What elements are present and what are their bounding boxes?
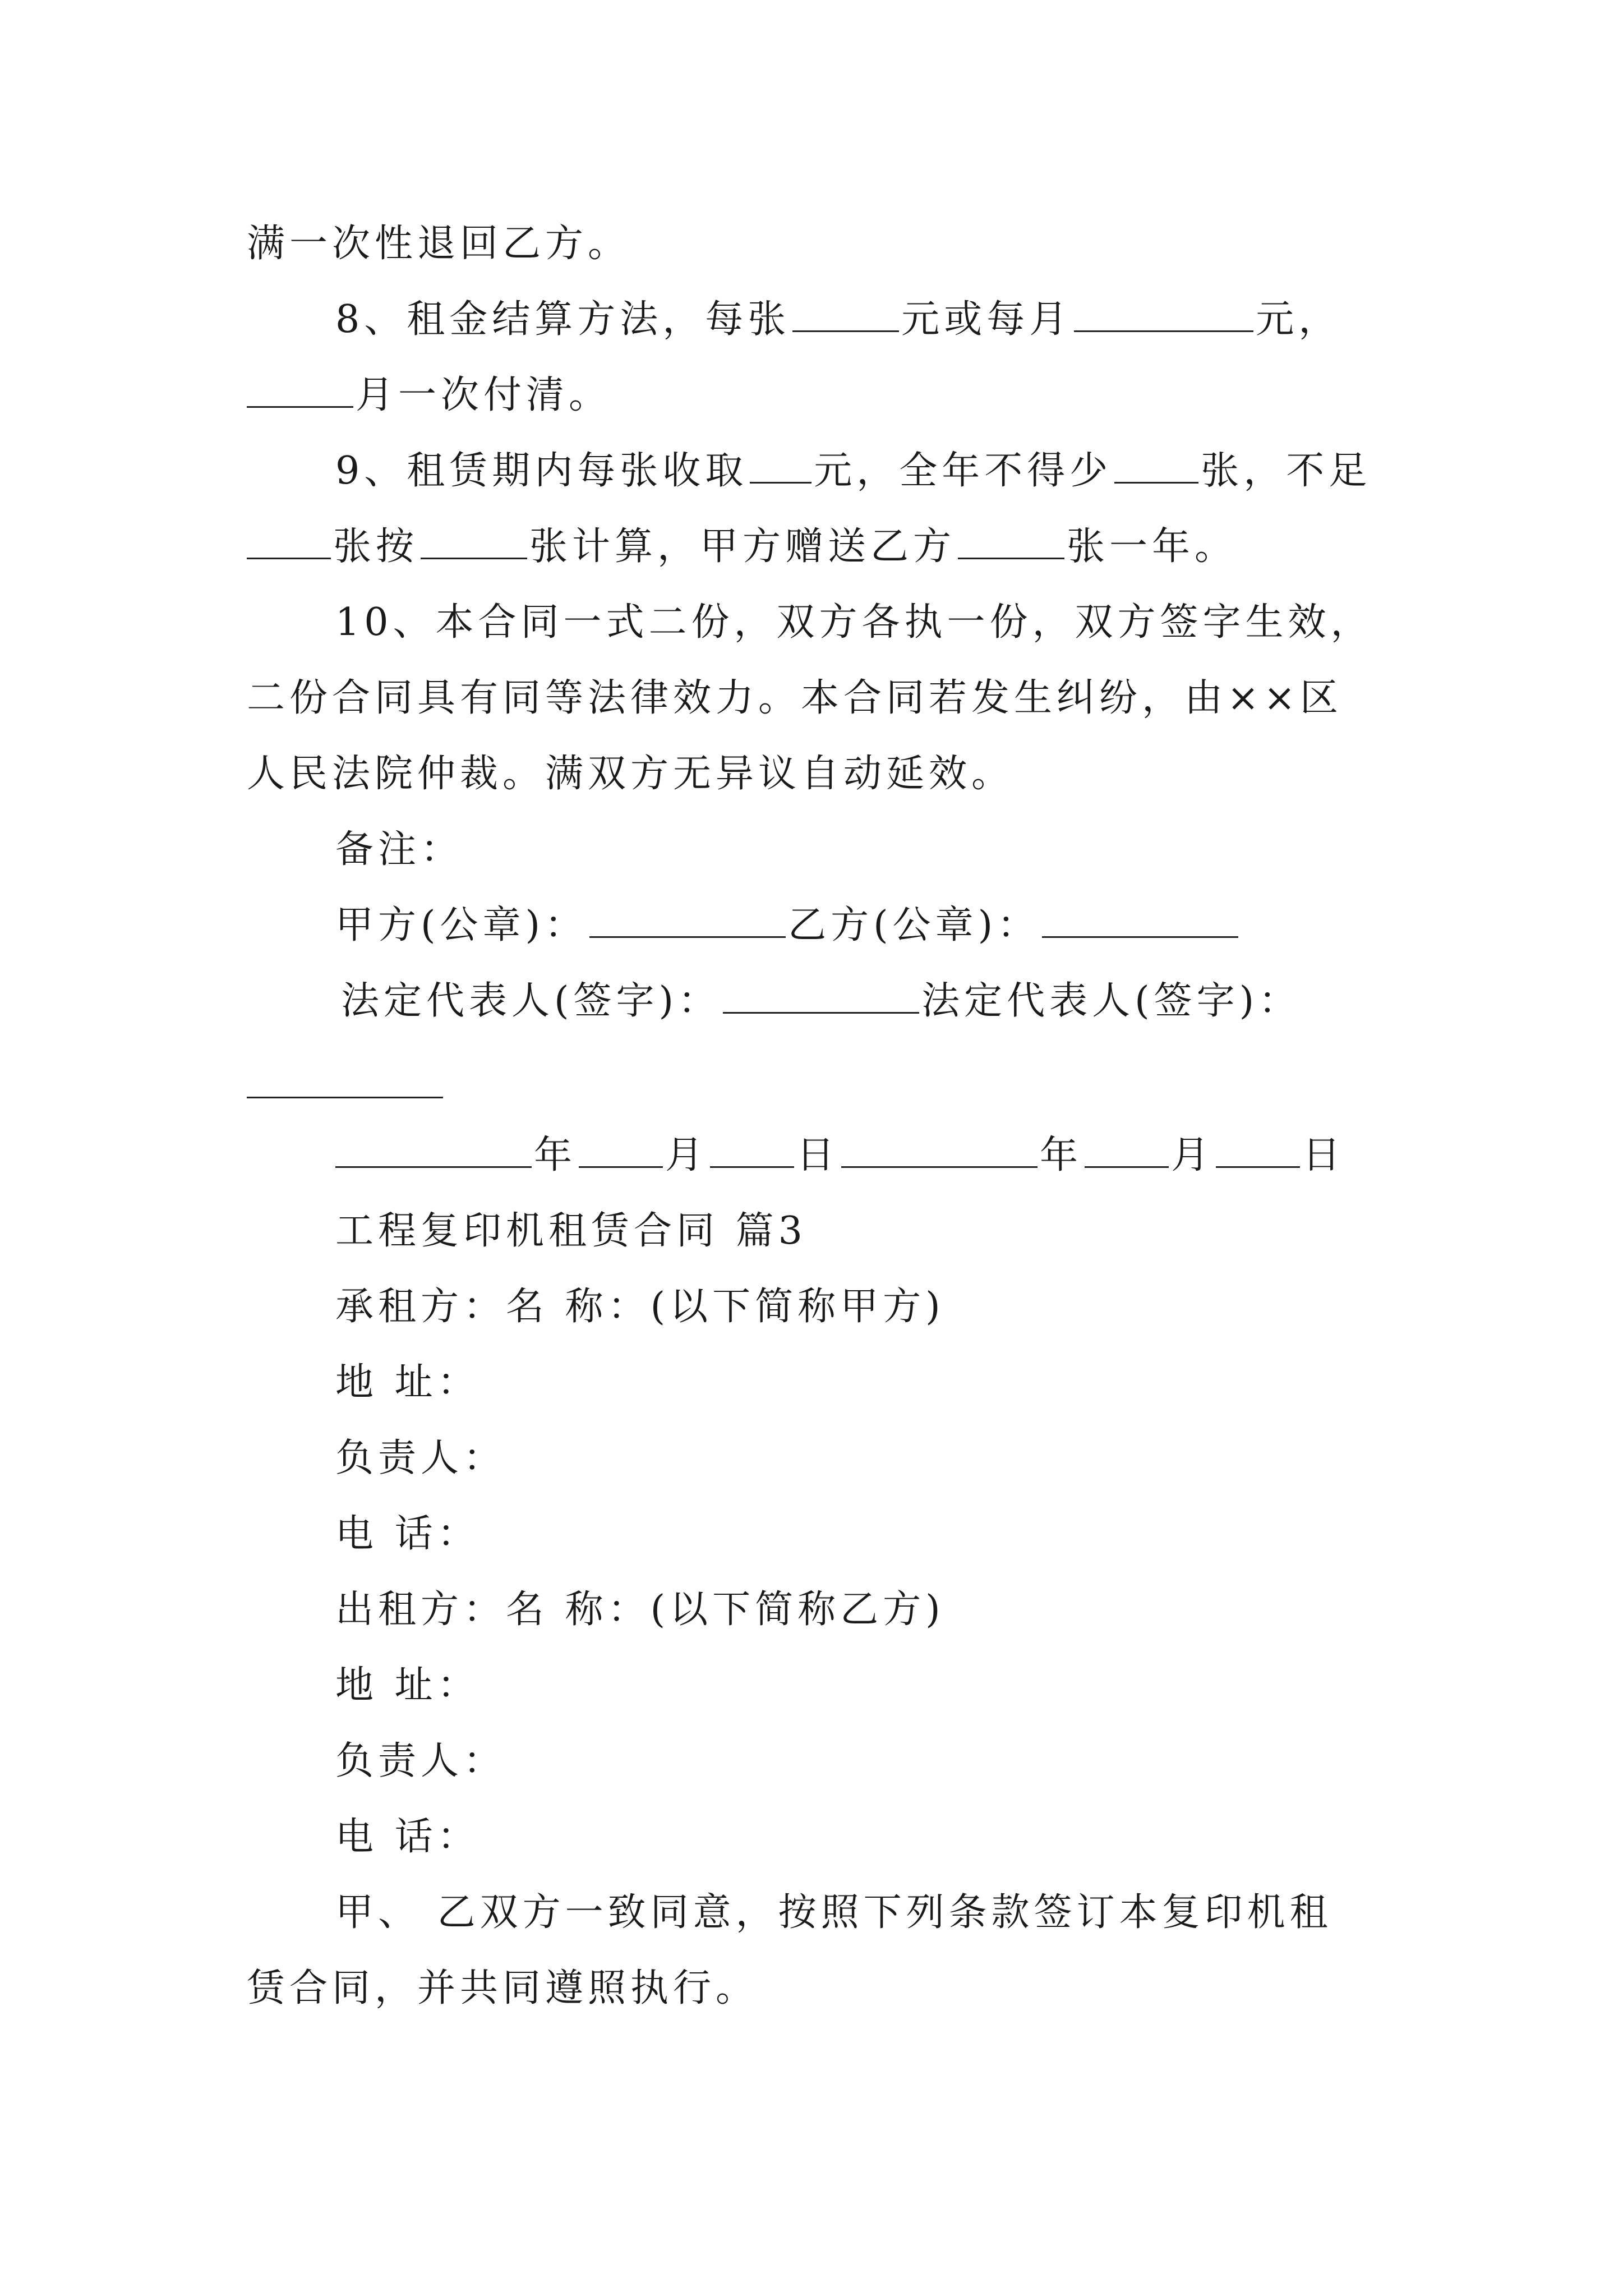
text-run: 甲方(公章)： [335,903,588,947]
fill-blank [421,523,527,559]
fill-blank [247,523,331,559]
clause-9-line [335,443,1371,499]
lessor-address [335,1658,480,1714]
lessor-phone [335,1809,480,1865]
clause-10-line [335,595,1373,651]
text-run: 法定代表人(签字)： [341,979,721,1023]
text-run: 甲、 乙双方一致同意，按照下列条款签订本复印机租 [335,1890,1332,1935]
text-run: 地 址： [335,1663,480,1708]
fill-blank [1042,901,1238,938]
fill-blank [1085,1131,1169,1168]
text-run: 工程复印机租赁合同 篇3 [335,1209,807,1253]
fill-blank [750,447,811,484]
lessee-address [335,1355,480,1411]
text-run: 月 [1171,1133,1214,1177]
lessor-name [335,1582,945,1638]
text-run: 人民法院仲裁。满双方无异议自动延效。 [247,752,1015,796]
text-run: 年 [534,1133,577,1177]
fill-blank [723,977,919,1014]
lessee-name [335,1279,945,1335]
text-run: 年 [1040,1133,1083,1177]
fill-blank [247,1097,443,1098]
text-run: 地 址： [335,1360,480,1405]
text-run: 元或每月 [901,297,1072,342]
text-run: 二份合同具有同等法律效力。本合同若发生纠纷，由××区 [247,676,1343,720]
section-heading [335,1203,807,1259]
text-run: 张，不足 [1201,449,1372,493]
fill-blank [579,1131,663,1168]
fill-blank [958,523,1064,559]
lessor-person [335,1733,506,1789]
agreement-line [335,1885,1332,1941]
fill-blank [1114,447,1198,484]
remarks-line [335,822,463,878]
lessee-phone [335,1506,480,1562]
text-run: 满一次性退回乙方。 [247,222,631,266]
text-run: 备注： [335,827,464,872]
date-line [335,1128,1345,1184]
seal-line [335,898,1241,954]
text-run: 赁合同，并共同遵照执行。 [247,1966,759,2010]
text-run: 张按 [333,524,419,569]
agreement-line-2 [247,1961,758,2017]
signature-line [341,973,1301,1029]
text-run: 负责人： [335,1739,506,1783]
fill-blank [1074,296,1253,332]
text-run: 日 [1302,1133,1345,1177]
text-run: 10、本合同一式二份，双方各执一份，双方签字生效， [335,600,1373,645]
text-run: 元，全年不得少 [814,449,1113,493]
clause-10-line-3 [247,746,1014,802]
paragraph-line [247,216,630,272]
text-run: 月一次付清。 [356,373,612,417]
text-run: 月 [665,1133,708,1177]
text-run: 8、租金结算方法，每张 [335,297,791,342]
fill-blank [841,1131,1038,1168]
text-run: 张一年。 [1067,524,1238,569]
fill-blank [247,371,353,408]
text-run: 出租方：名 称：(以下简称乙方) [335,1588,945,1632]
text-run: 电 话： [335,1815,480,1859]
clause-8-line [335,292,1341,348]
text-run: 承租方：名 称：(以下简称甲方) [335,1285,945,1329]
clause-10-line-2 [247,670,1343,726]
fill-blank [792,296,899,332]
text-run: 9、租赁期内每张收取 [335,449,748,493]
fill-blank [1216,1131,1300,1168]
text-run: 张计算，甲方赠送乙方 [529,524,956,569]
clause-9-line-2 [247,519,1237,575]
fill-blank [335,1131,532,1168]
text-run: 电 话： [335,1512,480,1556]
text-run: 日 [796,1133,840,1177]
fill-blank [589,901,786,938]
text-run: 法定代表人(签字)： [921,979,1302,1023]
fill-blank [710,1131,794,1168]
text-run: 元， [1256,297,1341,342]
lessee-person [335,1430,506,1487]
text-run: 负责人： [335,1436,506,1480]
clause-8-line-2 [247,367,611,424]
text-run: 乙方(公章)： [788,903,1040,947]
